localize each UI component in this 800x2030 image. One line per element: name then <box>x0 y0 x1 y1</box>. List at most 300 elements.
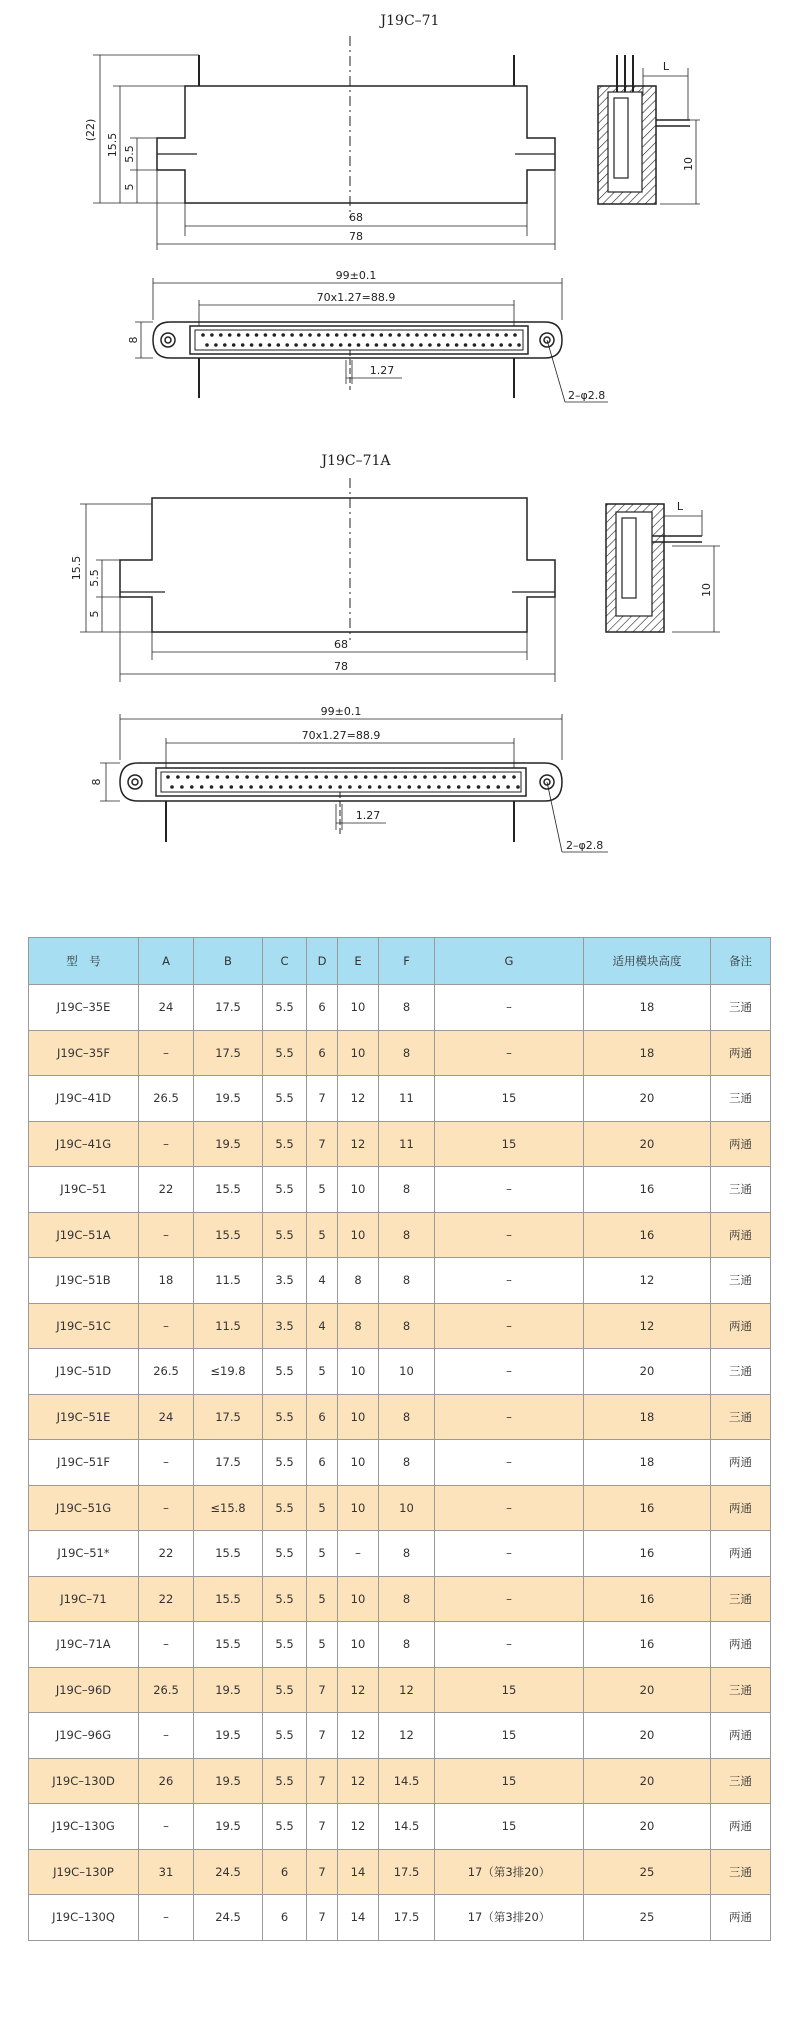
cell-a: 24 <box>139 1394 194 1440</box>
cell-d: 5 <box>307 1576 338 1622</box>
cell-d: 5 <box>307 1212 338 1258</box>
cell-remark: 三通 <box>711 1758 771 1804</box>
cell-g: 17（第3排20） <box>435 1849 584 1895</box>
cell-c: 5.5 <box>263 1622 307 1668</box>
cell-model: J19C–71A <box>29 1622 139 1668</box>
cell-f: 11 <box>379 1121 435 1167</box>
cell-d: 5 <box>307 1485 338 1531</box>
table-row <box>29 1076 771 1122</box>
cell-a: – <box>139 1121 194 1167</box>
contact-pin <box>299 785 303 789</box>
contact-pin-rows-71a <box>166 775 520 789</box>
cell-f: 8 <box>379 1258 435 1304</box>
contact-pin <box>277 343 281 347</box>
specification-table <box>28 937 771 1941</box>
cell-c: 5.5 <box>263 1167 307 1213</box>
cell-g: 17（第3排20） <box>435 1895 584 1941</box>
contact-pin <box>492 775 496 779</box>
cell-remark: 两通 <box>711 1485 771 1531</box>
contact-pin <box>200 785 204 789</box>
cell-e: 10 <box>338 1485 379 1531</box>
cell-b: 15.5 <box>194 1622 263 1668</box>
header-remark: 备注 <box>711 938 771 985</box>
cell-remark: 两通 <box>711 1030 771 1076</box>
dim-22: (22) <box>84 118 97 142</box>
cell-a: – <box>139 1212 194 1258</box>
cell-c: 5.5 <box>263 1440 307 1486</box>
cell-e: 12 <box>338 1121 379 1167</box>
contact-pin <box>232 343 236 347</box>
contact-pin <box>228 333 232 337</box>
cell-module-height: 20 <box>584 1667 711 1713</box>
contact-pin <box>230 785 234 789</box>
contact-pin <box>415 333 419 337</box>
cell-model: J19C–51F <box>29 1440 139 1486</box>
cell-module-height: 25 <box>584 1895 711 1941</box>
contact-pin <box>374 775 378 779</box>
table-header <box>29 938 771 985</box>
cell-e: 8 <box>338 1303 379 1349</box>
cell-b: 24.5 <box>194 1895 263 1941</box>
cell-f: 12 <box>379 1667 435 1713</box>
contact-pin <box>408 785 412 789</box>
cell-e: – <box>338 1531 379 1577</box>
contact-pin <box>170 785 174 789</box>
contact-pin <box>295 775 299 779</box>
cell-f: 10 <box>379 1485 435 1531</box>
table-row <box>29 1030 771 1076</box>
cell-remark: 三通 <box>711 1394 771 1440</box>
contact-pin <box>321 343 325 347</box>
cell-model: J19C–51 <box>29 1167 139 1213</box>
cell-f: 17.5 <box>379 1895 435 1941</box>
cell-c: 5.5 <box>263 1804 307 1850</box>
cell-module-height: 16 <box>584 1212 711 1258</box>
j19c-71a-elevation <box>70 453 555 682</box>
contact-pin <box>384 343 388 347</box>
cell-model: J19C–96G <box>29 1713 139 1759</box>
dim-5-71a: 5 <box>88 610 101 618</box>
cell-b: 15.5 <box>194 1531 263 1577</box>
table-row <box>29 1349 771 1395</box>
contact-pin <box>201 333 205 337</box>
cell-g: – <box>435 1394 584 1440</box>
header-e: E <box>338 938 379 985</box>
contact-pin <box>338 785 342 789</box>
cell-remark: 三通 <box>711 1076 771 1122</box>
table-row <box>29 1758 771 1804</box>
contact-pin <box>281 333 285 337</box>
cell-model: J19C–51D <box>29 1349 139 1395</box>
contact-pin <box>433 333 437 337</box>
cell-a: – <box>139 1895 194 1941</box>
cell-model: J19C–51G <box>29 1485 139 1531</box>
contact-pin <box>417 785 421 789</box>
dim-5-5-71a: 5.5 <box>88 569 101 587</box>
contact-pin <box>205 343 209 347</box>
contact-pin <box>392 343 396 347</box>
cell-model: J19C–35F <box>29 1030 139 1076</box>
cell-remark: 两通 <box>711 1303 771 1349</box>
cell-e: 8 <box>338 1258 379 1304</box>
contact-pin <box>273 333 277 337</box>
cell-f: 8 <box>379 1576 435 1622</box>
dim-78: 78 <box>349 230 363 243</box>
contact-pin-rows <box>201 333 521 347</box>
cell-e: 10 <box>338 1349 379 1395</box>
contact-pin <box>326 333 330 337</box>
dim-10-71a: 10 <box>700 583 713 597</box>
cell-g: 15 <box>435 1076 584 1122</box>
cell-b: 15.5 <box>194 1212 263 1258</box>
cell-remark: 两通 <box>711 1212 771 1258</box>
contact-pin <box>483 775 487 779</box>
cell-f: 8 <box>379 1303 435 1349</box>
contact-pin <box>250 343 254 347</box>
dim-pitch-total: 70x1.27=88.9 <box>316 291 396 304</box>
cell-remark: 三通 <box>711 1576 771 1622</box>
cell-a: – <box>139 1622 194 1668</box>
cell-c: 6 <box>263 1849 307 1895</box>
cell-module-height: 18 <box>584 1440 711 1486</box>
contact-pin <box>344 775 348 779</box>
contact-pin <box>401 343 405 347</box>
cell-f: 17.5 <box>379 1849 435 1895</box>
cell-b: 19.5 <box>194 1076 263 1122</box>
contact-pin <box>206 775 210 779</box>
contact-pin <box>176 775 180 779</box>
cell-remark: 三通 <box>711 1258 771 1304</box>
dim-holes-71a: 2–φ2.8 <box>566 839 604 852</box>
table-row <box>29 1895 771 1941</box>
cell-model: J19C–51E <box>29 1394 139 1440</box>
contact-pin <box>275 775 279 779</box>
contact-pin <box>447 785 451 789</box>
cell-b: 17.5 <box>194 1440 263 1486</box>
j19c-71a-plan-view <box>90 705 608 852</box>
cell-c: 5.5 <box>263 1030 307 1076</box>
cell-model: J19C–130P <box>29 1849 139 1895</box>
contact-pin <box>241 343 245 347</box>
contact-pin <box>482 343 486 347</box>
contact-pin <box>186 775 190 779</box>
cell-module-height: 12 <box>584 1258 711 1304</box>
cell-a: – <box>139 1485 194 1531</box>
table-row <box>29 1667 771 1713</box>
cell-e: 10 <box>338 1576 379 1622</box>
contact-pin <box>285 343 289 347</box>
contact-pin <box>255 333 259 337</box>
cell-b: 19.5 <box>194 1804 263 1850</box>
cell-remark: 两通 <box>711 1440 771 1486</box>
cell-d: 4 <box>307 1303 338 1349</box>
table-row <box>29 1394 771 1440</box>
header-module-height: 适用模块高度 <box>584 938 711 985</box>
cell-e: 10 <box>338 1212 379 1258</box>
contact-pin <box>457 785 461 789</box>
table-row <box>29 1258 771 1304</box>
contact-pin <box>324 775 328 779</box>
cell-d: 7 <box>307 1121 338 1167</box>
contact-pin <box>334 775 338 779</box>
cell-c: 5.5 <box>263 1349 307 1395</box>
contact-pin <box>406 333 410 337</box>
contact-pin <box>166 775 170 779</box>
dim-99: 99±0.1 <box>335 269 377 282</box>
contact-pin <box>214 343 218 347</box>
contact-pin <box>506 785 510 789</box>
cell-module-height: 16 <box>584 1531 711 1577</box>
contact-pin <box>312 343 316 347</box>
contact-pin <box>180 785 184 789</box>
contact-pin <box>210 333 214 337</box>
cell-e: 10 <box>338 1394 379 1440</box>
contact-pin <box>428 343 432 347</box>
cell-d: 7 <box>307 1667 338 1713</box>
cell-b: 11.5 <box>194 1303 263 1349</box>
cell-g: – <box>435 1030 584 1076</box>
cell-c: 5.5 <box>263 1121 307 1167</box>
contact-pin <box>371 333 375 337</box>
dim-5-5: 5.5 <box>123 145 136 163</box>
cell-g: 15 <box>435 1667 584 1713</box>
contact-pin <box>308 333 312 337</box>
cell-b: 17.5 <box>194 1394 263 1440</box>
cell-b: 15.5 <box>194 1576 263 1622</box>
contact-pin <box>463 775 467 779</box>
table-row <box>29 985 771 1031</box>
contact-pin <box>358 785 362 789</box>
cell-remark: 三通 <box>711 1849 771 1895</box>
contact-pin <box>384 775 388 779</box>
cell-e: 12 <box>338 1758 379 1804</box>
dim-pitch-total-71a: 70x1.27=88.9 <box>301 729 381 742</box>
dim-78-71a: 78 <box>334 660 348 673</box>
cell-g: – <box>435 1258 584 1304</box>
cell-a: – <box>139 1804 194 1850</box>
cell-c: 5.5 <box>263 1667 307 1713</box>
cell-e: 14 <box>338 1849 379 1895</box>
cell-d: 5 <box>307 1167 338 1213</box>
cell-g: – <box>435 1485 584 1531</box>
contact-pin <box>344 333 348 337</box>
cell-g: – <box>435 1167 584 1213</box>
cell-remark: 两通 <box>711 1622 771 1668</box>
cell-d: 5 <box>307 1349 338 1395</box>
header-model: 型 号 <box>29 938 139 985</box>
cell-module-height: 16 <box>584 1167 711 1213</box>
contact-pin <box>388 785 392 789</box>
contact-pin <box>469 333 473 337</box>
cell-g: – <box>435 985 584 1031</box>
contact-pin <box>335 333 339 337</box>
cell-remark: 三通 <box>711 1349 771 1395</box>
cell-e: 10 <box>338 1030 379 1076</box>
cell-model: J19C–41G <box>29 1121 139 1167</box>
cell-d: 4 <box>307 1258 338 1304</box>
contact-pin <box>246 333 250 337</box>
cell-model: J19C–96D <box>29 1667 139 1713</box>
cell-e: 10 <box>338 985 379 1031</box>
contact-pin <box>354 775 358 779</box>
cell-module-height: 25 <box>584 1849 711 1895</box>
cell-d: 7 <box>307 1076 338 1122</box>
cell-d: 5 <box>307 1622 338 1668</box>
contact-pin <box>315 775 319 779</box>
cell-c: 5.5 <box>263 1394 307 1440</box>
contact-pin <box>516 785 520 789</box>
contact-pin <box>404 775 408 779</box>
cell-a: – <box>139 1713 194 1759</box>
cell-d: 7 <box>307 1758 338 1804</box>
dim-68: 68 <box>349 211 363 224</box>
cell-c: 5.5 <box>263 1485 307 1531</box>
contact-pin <box>249 785 253 789</box>
contact-pin <box>464 343 468 347</box>
cell-a: 18 <box>139 1258 194 1304</box>
contact-pin <box>419 343 423 347</box>
contact-pin <box>319 785 323 789</box>
contact-pin <box>279 785 283 789</box>
contact-pin <box>398 785 402 789</box>
contact-pin <box>362 333 366 337</box>
cell-a: – <box>139 1030 194 1076</box>
contact-pin <box>491 343 495 347</box>
contact-pin <box>499 343 503 347</box>
cell-f: 11 <box>379 1076 435 1122</box>
cell-g: – <box>435 1212 584 1258</box>
contact-pin <box>269 785 273 789</box>
cell-module-height: 12 <box>584 1303 711 1349</box>
cell-module-height: 20 <box>584 1076 711 1122</box>
header-c: C <box>263 938 307 985</box>
contact-pin <box>504 333 508 337</box>
cell-f: 8 <box>379 1440 435 1486</box>
contact-pin <box>477 785 481 789</box>
cell-c: 3.5 <box>263 1258 307 1304</box>
dim-L: L <box>662 60 670 73</box>
contact-pin <box>190 785 194 789</box>
cell-module-height: 20 <box>584 1349 711 1395</box>
cell-g: – <box>435 1349 584 1395</box>
contact-pin <box>305 775 309 779</box>
cell-remark: 两通 <box>711 1713 771 1759</box>
cell-g: – <box>435 1531 584 1577</box>
table-row <box>29 1212 771 1258</box>
cell-remark: 两通 <box>711 1531 771 1577</box>
cell-c: 5.5 <box>263 1713 307 1759</box>
dim-15-5-71a: 15.5 <box>70 555 83 581</box>
table-row <box>29 1849 771 1895</box>
cell-a: 31 <box>139 1849 194 1895</box>
table-row <box>29 1303 771 1349</box>
cell-a: 22 <box>139 1167 194 1213</box>
j19c-71-plan-view <box>127 269 608 402</box>
table-body <box>29 985 771 1941</box>
dim-10: 10 <box>682 157 695 171</box>
dim-8: 8 <box>127 336 140 344</box>
cell-model: J19C–71 <box>29 1576 139 1622</box>
dim-pitch: 1.27 <box>369 364 395 377</box>
cell-remark: 三通 <box>711 985 771 1031</box>
cell-b: ≤19.8 <box>194 1349 263 1395</box>
cell-a: 22 <box>139 1531 194 1577</box>
table-row <box>29 1713 771 1759</box>
cell-model: J19C–41D <box>29 1076 139 1122</box>
cell-module-height: 16 <box>584 1485 711 1531</box>
cell-f: 10 <box>379 1349 435 1395</box>
table-row <box>29 1121 771 1167</box>
cell-f: 12 <box>379 1713 435 1759</box>
cell-module-height: 16 <box>584 1622 711 1668</box>
dim-5: 5 <box>123 183 136 191</box>
cell-a: 26.5 <box>139 1667 194 1713</box>
contact-pin <box>495 333 499 337</box>
contact-pin <box>223 343 227 347</box>
cell-g: – <box>435 1622 584 1668</box>
dim-8-71a: 8 <box>90 778 103 786</box>
cell-a: 26.5 <box>139 1349 194 1395</box>
contact-pin <box>478 333 482 337</box>
cell-module-height: 18 <box>584 1030 711 1076</box>
j19c-71-elevation <box>84 13 555 250</box>
j19c-71-side-view <box>598 55 700 204</box>
contact-pin <box>487 333 491 337</box>
cell-d: 7 <box>307 1713 338 1759</box>
header-f: F <box>379 938 435 985</box>
cell-c: 5.5 <box>263 1531 307 1577</box>
cell-b: 15.5 <box>194 1167 263 1213</box>
cell-f: 8 <box>379 1167 435 1213</box>
contact-pin <box>427 785 431 789</box>
contact-pin <box>423 775 427 779</box>
cell-e: 10 <box>338 1622 379 1668</box>
cell-b: 11.5 <box>194 1258 263 1304</box>
cell-b: ≤15.8 <box>194 1485 263 1531</box>
contact-pin <box>375 343 379 347</box>
cell-model: J19C–51A <box>29 1212 139 1258</box>
cell-d: 7 <box>307 1849 338 1895</box>
contact-pin <box>366 343 370 347</box>
cell-a: 26.5 <box>139 1076 194 1122</box>
cell-module-height: 20 <box>584 1713 711 1759</box>
cell-module-height: 20 <box>584 1804 711 1850</box>
header-b: B <box>194 938 263 985</box>
contact-pin <box>394 775 398 779</box>
contact-pin <box>219 333 223 337</box>
contact-pin <box>455 343 459 347</box>
cell-d: 6 <box>307 1394 338 1440</box>
cell-module-height: 18 <box>584 1394 711 1440</box>
contact-pin <box>473 775 477 779</box>
cell-d: 6 <box>307 1440 338 1486</box>
table-row <box>29 1804 771 1850</box>
cell-e: 12 <box>338 1667 379 1713</box>
contact-pin <box>317 333 321 337</box>
cell-g: – <box>435 1303 584 1349</box>
cell-remark: 三通 <box>711 1667 771 1713</box>
contact-pin <box>210 785 214 789</box>
cell-module-height: 16 <box>584 1576 711 1622</box>
contact-pin <box>265 775 269 779</box>
contact-pin <box>437 785 441 789</box>
contact-pin <box>424 333 428 337</box>
contact-pin <box>290 333 294 337</box>
contact-pin <box>259 343 263 347</box>
drawing-title-j19c-71a: J19C–71A <box>321 453 391 469</box>
contact-pin <box>328 785 332 789</box>
header-d: D <box>307 938 338 985</box>
